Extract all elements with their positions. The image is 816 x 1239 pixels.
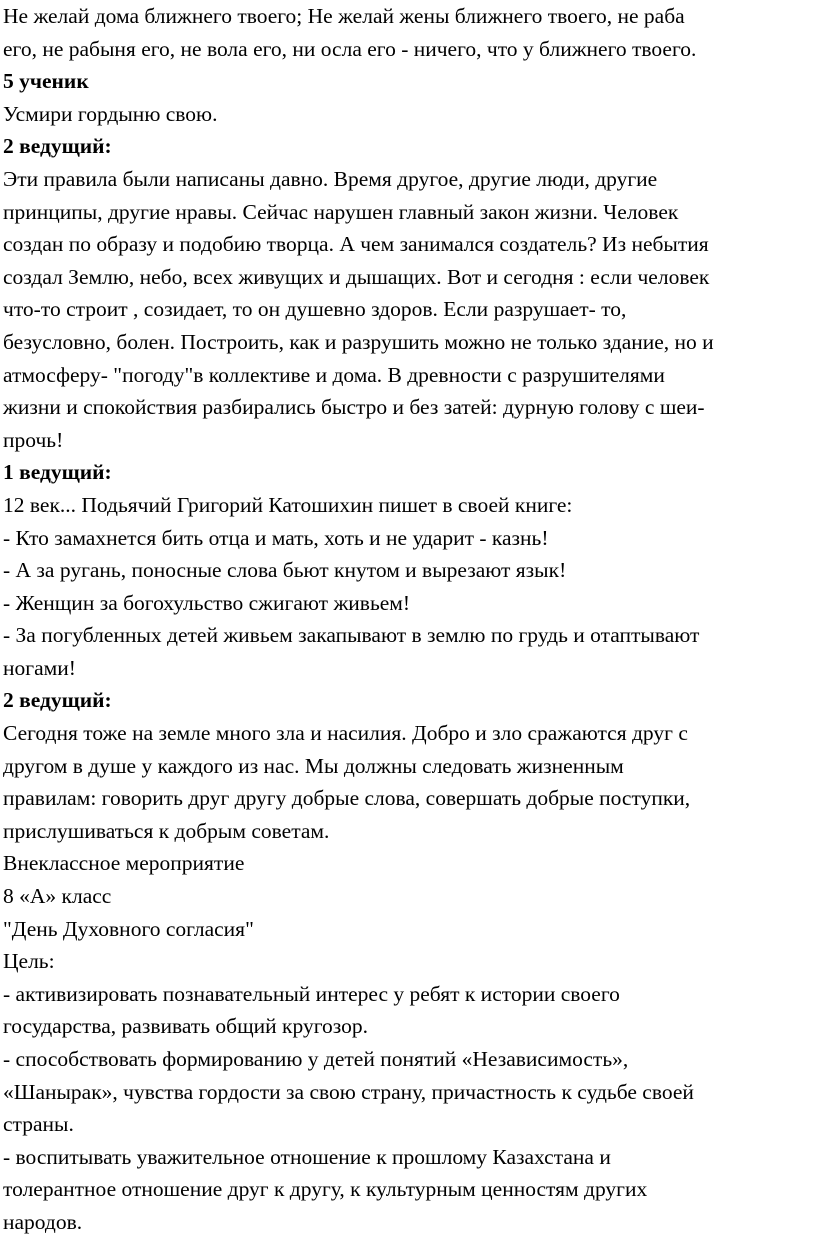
text-line: «Шанырак», чувства гордости за свою страну, причастность к судьбе своей [3,1079,694,1104]
text-line: Внеклассное мероприятие [3,851,245,876]
text-line: другом в душе у каждого из нас. Мы должны следовать жизненным [3,753,624,778]
text-line: Эти правила были написаны давно. Время другое, другие люди, другие [3,166,658,191]
text-line: что-то строит , созидает, то он душевно здоров. Если разрушает- то, [3,297,627,322]
text-line: 12 век... Подьячий Григорий Катошихин пишет в своей книге: [3,492,573,517]
text-line: прочь! [3,427,64,452]
speaker-heading: 1 ведущий: [3,460,112,485]
text-line: толерантное отношение друг к другу, к культурным ценностям других [3,1177,648,1202]
text-line: народов. [3,1209,83,1234]
text-line: прислушиваться к добрым советам. [3,818,330,843]
text-line: - Женщин за богохульство сжигают живьем! [3,590,411,615]
text-line: его, не рабыня его, не вола его, ни осла его - ничего, что у ближнего твоего. [3,36,697,61]
speaker-heading: 2 ведущий: [3,134,112,159]
text-line: "День Духовного согласия" [3,916,254,941]
text-line: - За погубленных детей живьем закапывают в землю по грудь и отаптывают [3,623,700,648]
text-line: государства, развивать общий кругозор. [3,1014,368,1039]
text-line: создан по образу и подобию творца. А чем занимался создатель? Из небытия [3,232,709,257]
text-line: Усмири гордыню свою. [3,101,218,126]
text-line: Сегодня тоже на земле много зла и насилия. Добро и зло сражаются друг с [3,721,688,746]
text-line: правилам: говорить друг другу добрые слова, совершать добрые поступки, [3,786,691,811]
speaker-heading: 2 ведущий: [3,688,112,713]
document-body [3,0,811,1239]
text-line: безусловно, болен. Построить, как и разрушить можно не только здание, но и [3,329,714,354]
text-line: жизни и спокойствия разбирались быстро и без затей: дурную голову с шеи- [3,395,705,420]
text-line: 8 «А» класс [3,884,112,909]
text-line: принципы, другие нравы. Сейчас нарушен главный закон жизни. Человек [3,199,679,224]
text-line: - активизировать познавательный интерес у ребят к истории своего [3,981,620,1006]
text-line: атмосферу- "погоду"в коллективе и дома. В древности с разрушителями [3,362,665,387]
text-line: - способствовать формированию у детей понятий «Независимость», [3,1047,629,1071]
speaker-heading: 5 ученик [3,69,89,94]
text-line: Не желай дома ближнего твоего; Не желай жены ближнего твоего, не раба [3,4,685,28]
text-line: - воспитывать уважительное отношение к прошлому Казахстана и [3,1144,611,1169]
text-line: - Кто замахнется бить отца и мать, хоть и не ударит - казнь! [3,525,549,550]
text-line: ногами! [3,655,76,680]
text-line: создал Землю, небо, всех живущих и дышащих. Вот и сегодня : если человек [3,264,710,289]
text-line: страны. [3,1112,74,1137]
text-line: - А за ругань, поносные слова бьют кнутом и вырезают язык! [3,558,567,583]
text-line: Цель: [3,949,55,974]
